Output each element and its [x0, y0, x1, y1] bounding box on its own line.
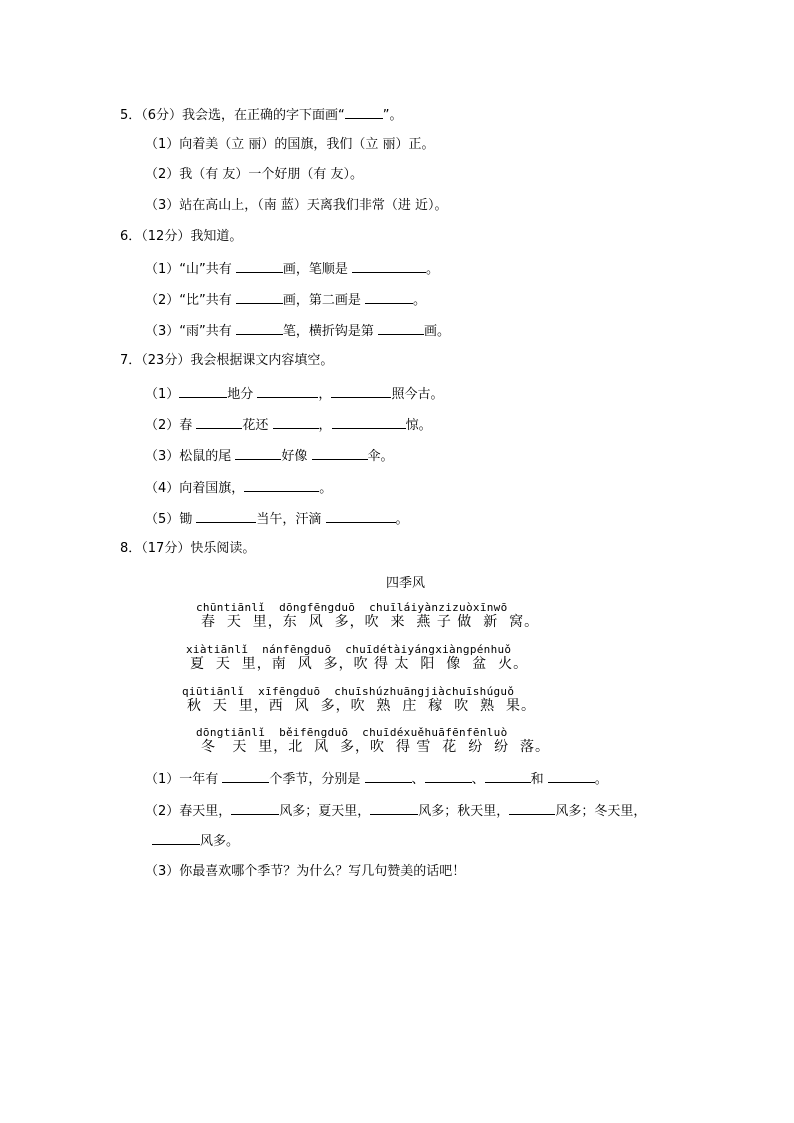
- q6-item-3-text: （3）“雨”共有: [145, 324, 236, 339]
- blank[interactable]: [370, 802, 418, 815]
- q6-item-2-text: 画，第二画是: [282, 293, 366, 308]
- blank[interactable]: [365, 770, 412, 783]
- poem-pinyin-2: xiàtiānlǐ nánfēngduō chuīdétàiyángxiàngpénhuǒ: [186, 643, 512, 656]
- poem-line-4: 冬 天 里，北 风 多，吹 得 雪 花 纷 纷 落。: [201, 739, 551, 755]
- q8-item-1-text: 和: [530, 772, 548, 787]
- q5-heading-end: ”。: [382, 108, 403, 123]
- q8-item-2-text: 风多；夏天里，: [279, 804, 371, 819]
- blank[interactable]: [273, 416, 319, 429]
- q8-item-1-text: 个季节，分别是: [269, 772, 365, 787]
- blank[interactable]: [235, 447, 281, 460]
- blank[interactable]: [425, 770, 472, 783]
- q7-item-2-text: ，: [318, 418, 332, 433]
- q7-item-2-text: 花还: [242, 418, 273, 433]
- poem-title: 四季风: [386, 576, 426, 591]
- q6-item-1-text: 画，笔顺是: [282, 262, 353, 277]
- q6-item-2-text: 。: [413, 293, 427, 308]
- q5-item-3: （3）站在高山上，（南 蓝）天离我们非常（进 近）。: [145, 198, 448, 213]
- q7-item-1-text: ，: [318, 387, 332, 402]
- q6-heading: 6．（12分）我知道。: [120, 229, 243, 244]
- q8-item-2-text: （2）春天里，: [145, 804, 232, 819]
- q6-item-1: [145, 260, 439, 278]
- q8-item-2-text: 风多。: [200, 834, 240, 849]
- blank[interactable]: [312, 447, 368, 460]
- q7-item-1-text: （1）: [145, 387, 180, 402]
- q7-item-5: [145, 510, 409, 528]
- blank[interactable]: [196, 416, 242, 429]
- blank[interactable]: [231, 802, 279, 815]
- blank[interactable]: [152, 832, 200, 845]
- blank[interactable]: [196, 510, 256, 523]
- q7-item-2-text: 惊。: [405, 418, 432, 433]
- q7-item-4-text: （4）向着国旗，: [145, 481, 245, 496]
- q5-underline-sample: [345, 106, 383, 119]
- blank[interactable]: [179, 385, 227, 398]
- q7-item-4-text: 。: [319, 481, 333, 496]
- q5-heading-text: 5．（6分）我会选，在正确的字下面画“: [120, 108, 345, 123]
- q8-heading: 8．（17分）快乐阅读。: [120, 541, 256, 556]
- poem-line-3: 秋 天 里，西 风 多，吹 熟 庄 稼 吹 熟 果。: [187, 698, 537, 714]
- blank[interactable]: [509, 802, 555, 815]
- q8-item-2-text: 风多；冬天里，: [555, 804, 647, 819]
- q8-item-1-text: 、: [471, 772, 485, 787]
- q6-item-1-text: 。: [426, 262, 440, 277]
- blank[interactable]: [548, 770, 595, 783]
- poem-line-2: 夏 天 里，南 风 多，吹 得 太 阳 像 盆 火。: [190, 656, 529, 672]
- q8-item-1-text: （1）一年有: [145, 772, 223, 787]
- blank[interactable]: [222, 770, 269, 783]
- blank[interactable]: [236, 260, 283, 273]
- blank[interactable]: [365, 291, 413, 304]
- q7-item-1-text: 照今古。: [391, 387, 444, 402]
- q7-item-5-text: 当午，汗滴: [256, 512, 326, 527]
- blank[interactable]: [236, 291, 283, 304]
- blank[interactable]: [378, 322, 424, 335]
- poem-pinyin-3: qiūtiānlǐ xīfēngduō chuīshúzhuāngjiàchuīshúguǒ: [182, 685, 515, 698]
- q7-item-2: [145, 416, 432, 434]
- q7-heading: 7．（23分）我会根据课文内容填空。: [120, 353, 334, 368]
- q7-item-3: [145, 447, 394, 465]
- poem-pinyin-4: dōngtiānlǐ běifēngduō chuīdéxuěhuāfēnfēnluò: [196, 726, 508, 739]
- q7-item-5-text: （5）锄: [145, 512, 197, 527]
- q8-item-1-text: 、: [411, 772, 425, 787]
- blank[interactable]: [352, 260, 426, 273]
- q7-item-3-text: 好像: [281, 449, 312, 464]
- q8-item-2-text: 风多；秋天里，: [418, 804, 510, 819]
- q8-item-1-text: 。: [594, 772, 608, 787]
- q7-item-3-text: （3）松鼠的尾: [145, 449, 236, 464]
- q8-item-1: [145, 770, 608, 788]
- q6-item-1-text: （1）“山”共有: [145, 262, 236, 277]
- blank[interactable]: [257, 385, 318, 398]
- blank[interactable]: [326, 510, 396, 523]
- blank[interactable]: [236, 322, 283, 335]
- q6-item-2: [145, 291, 426, 309]
- poem-pinyin-1: chūntiānlǐ dōngfēngduō chuīláiyànzizuòxīnwō: [196, 601, 508, 614]
- q6-item-3: [145, 322, 450, 340]
- poem-line-1: 春 天 里，东 风 多，吹 来 燕 子 做 新 窝。: [201, 614, 540, 630]
- q8-item-3: （3）你最喜欢哪个季节？为什么？写几句赞美的话吧！: [145, 864, 466, 879]
- q8-item-2-cont: [152, 832, 239, 850]
- q7-item-3-text: 伞。: [367, 449, 394, 464]
- q5-item-1: （1）向着美（立 丽）的国旗，我们（立 丽）正。: [145, 137, 435, 152]
- q7-item-4: [145, 479, 332, 497]
- q7-item-2-text: （2）春: [145, 418, 197, 433]
- q7-item-5-text: 。: [395, 512, 409, 527]
- blank[interactable]: [244, 479, 319, 492]
- q5-item-2: （2）我（有 友）一个好朋（有 友）。: [145, 167, 364, 182]
- q7-item-1-text: 地分: [227, 387, 258, 402]
- blank[interactable]: [332, 416, 406, 429]
- q5-heading: [120, 106, 403, 124]
- blank[interactable]: [485, 770, 531, 783]
- q8-item-2: [145, 802, 646, 820]
- q6-item-3-text: 画。: [424, 324, 451, 339]
- q7-item-1: [145, 385, 443, 403]
- q6-item-2-text: （2）“比”共有: [145, 293, 236, 308]
- q6-item-3-text: 笔，横折钩是第: [282, 324, 379, 339]
- blank[interactable]: [331, 385, 391, 398]
